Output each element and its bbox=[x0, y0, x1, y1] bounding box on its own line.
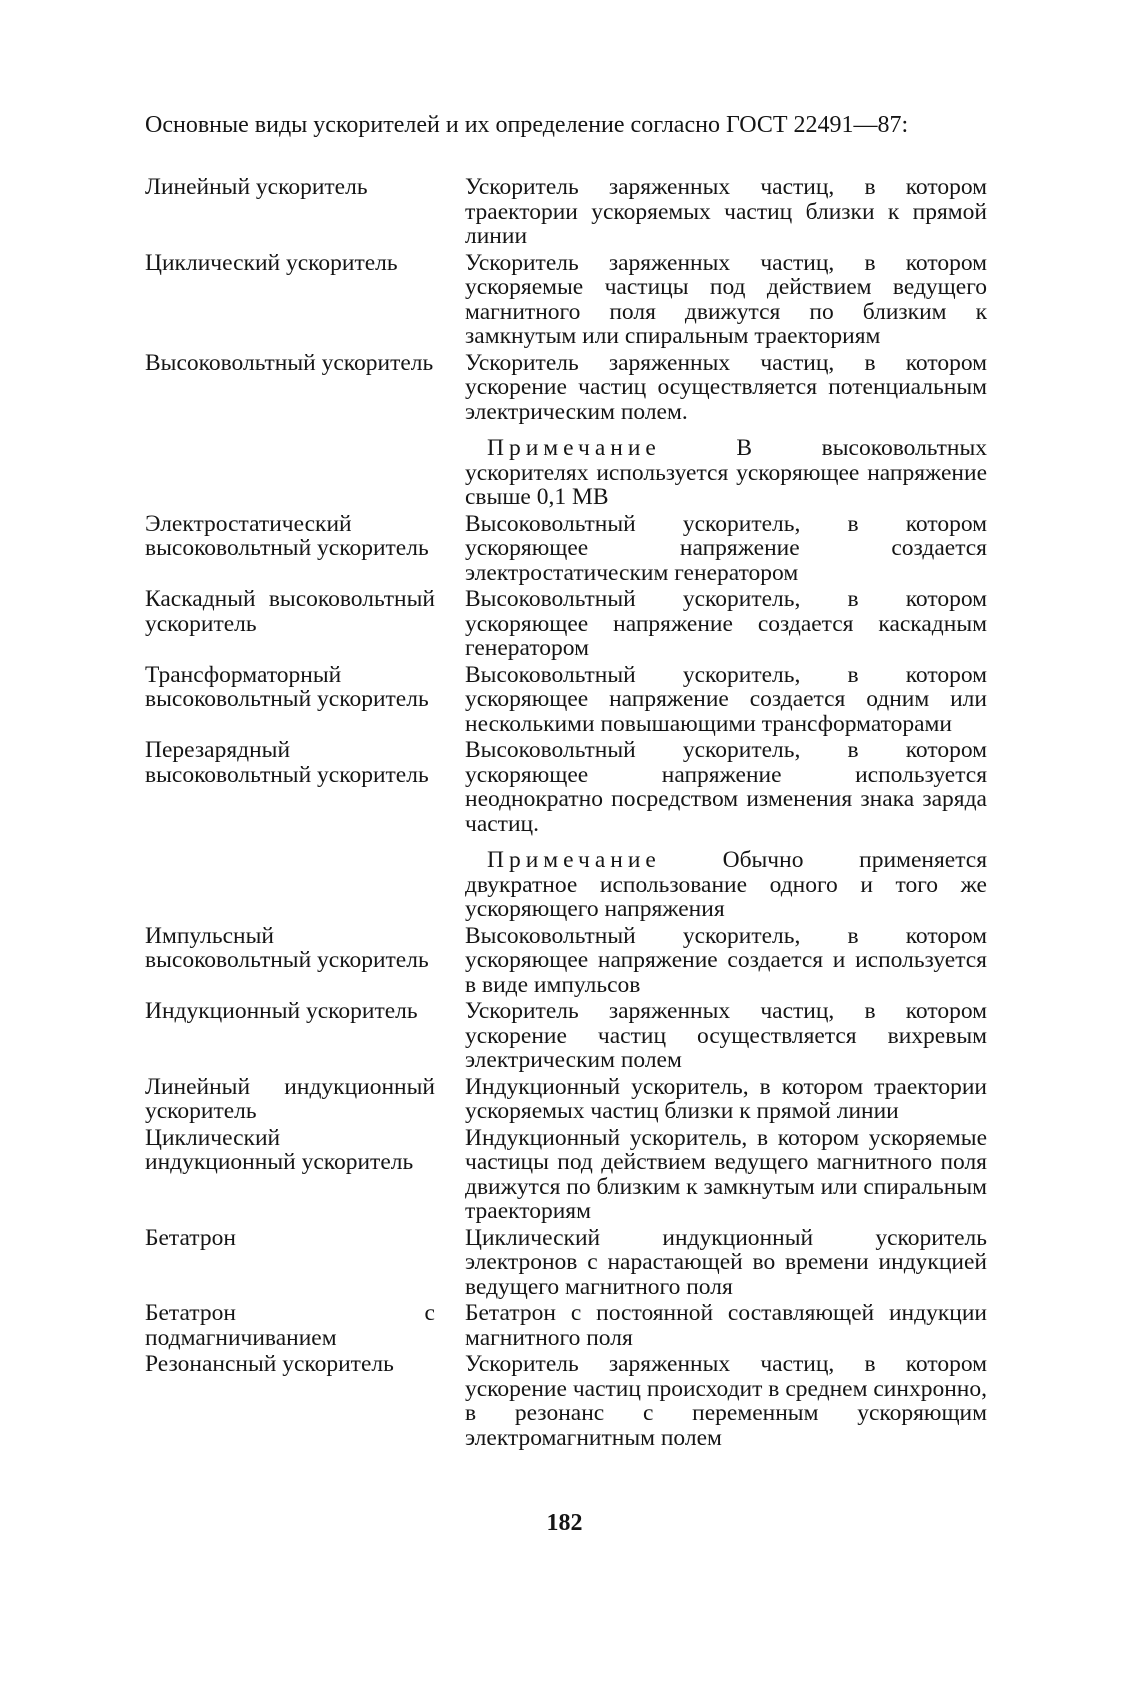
definition-entry bbox=[145, 1126, 987, 1224]
definition: Ускоритель заряженных частиц, в котором ускорение частиц осуществляется вихревым электрическим полем bbox=[465, 998, 987, 1073]
note-label: Примечание bbox=[487, 847, 661, 873]
note-label: Примечание bbox=[487, 435, 661, 461]
definition: Индукционный ускоритель, в котором траектории ускоряемых частиц близки к прямой линии bbox=[465, 1073, 987, 1124]
definition-entry bbox=[145, 738, 987, 922]
definition: Индукционный ускоритель, в котором ускоряемые частицы под действием ведущего магнитного поля движутся по близким к замкнутым или спиральным траекториям bbox=[465, 1124, 988, 1224]
term: Бетатрон bbox=[145, 1224, 236, 1251]
term: Циклический индукционный ускоритель bbox=[145, 1124, 414, 1175]
definition-entry bbox=[145, 1301, 987, 1350]
term: Резонансный ускоритель bbox=[145, 1351, 394, 1377]
term: Бетатрон с подмагничиванием bbox=[145, 1300, 435, 1351]
definitions-list bbox=[145, 175, 987, 1452]
term: Каскадный высоковольтный ускоритель bbox=[145, 586, 435, 637]
definition-entry bbox=[145, 1352, 987, 1450]
note-text: В высоковольтных ускорителях используется ускоряющее напряжение свыше 0,1 МВ bbox=[465, 435, 987, 510]
definition: Высоковольтный ускоритель, в котором ускоряющее напряжение используется неоднократно посредством изменения знака заряда частиц. bbox=[465, 737, 987, 837]
term: Импульсный высоковольтный ускоритель bbox=[145, 922, 429, 973]
definition-entry bbox=[145, 663, 987, 737]
definition: Высоковольтный ускоритель, в котором ускоряющее напряжение создается и используется в виде импульсов bbox=[465, 922, 987, 998]
definition: Ускоритель заряженных частиц, в котором ускорение частиц происходит в среднем синхронно, в резонанс с переменным ускоряющим электромагнитным полем bbox=[465, 1351, 987, 1451]
definition: Высоковольтный ускоритель, в котором ускоряющее напряжение создается одним или несколькими повышающими трансформаторами bbox=[465, 661, 987, 737]
definition: Циклический индукционный ускоритель электронов с нарастающей во времени индукцией ведущего магнитного поля bbox=[465, 1224, 987, 1300]
definition-entry bbox=[145, 1226, 987, 1300]
note bbox=[465, 848, 987, 922]
definition-with-note bbox=[465, 351, 987, 510]
term: Линейный индукционный ускоритель bbox=[145, 1073, 435, 1124]
term: Электростатический высоковольтный ускоритель bbox=[145, 510, 429, 561]
term: Высоковольтный ускоритель bbox=[145, 349, 434, 376]
definition: Ускоритель заряженных частиц, в котором ускорение частиц осуществляется потенциальным электрическим полем. bbox=[465, 349, 987, 425]
term: Индукционный ускоритель bbox=[145, 998, 418, 1024]
term: Перезарядный высоковольтный ускоритель bbox=[145, 737, 429, 788]
definition: Ускоритель заряженных частиц, в котором траектории ускоряемых частиц близки к прямой линии bbox=[465, 174, 987, 249]
term: Трансформаторный высоковольтный ускоритель bbox=[145, 661, 429, 712]
definition-entry bbox=[145, 1075, 987, 1124]
definition-entry bbox=[145, 251, 987, 349]
definition: Бетатрон с постоянной составляющей индукции магнитного поля bbox=[465, 1300, 987, 1351]
definition-entry bbox=[145, 512, 987, 586]
term: Линейный ускоритель bbox=[145, 174, 368, 200]
definition: Высоковольтный ускоритель, в котором ускоряющее напряжение создается каскадным генератором bbox=[465, 586, 987, 661]
definition: Высоковольтный ускоритель, в котором ускоряющее напряжение создается электростатическим генератором bbox=[465, 510, 987, 586]
definition-entry bbox=[145, 924, 987, 998]
term: Циклический ускоритель bbox=[145, 249, 398, 276]
note-text: Обычно применяется двукратное использование одного и того же ускоряющего напряжения bbox=[465, 847, 987, 922]
intro-paragraph: Основные виды ускорителей и их определение согласно ГОСТ 22491—87: bbox=[145, 112, 909, 138]
definition-with-note bbox=[465, 738, 987, 922]
definition-entry bbox=[145, 351, 987, 510]
definition-entry bbox=[145, 999, 987, 1073]
definition-entry bbox=[145, 175, 987, 249]
page-number: 182 bbox=[546, 1510, 583, 1536]
note bbox=[465, 436, 987, 510]
definition: Ускоритель заряженных частиц, в котором ускоряемые частицы под действием ведущего магнитного поля движутся по близким к замкнутым или спиральным траекториям bbox=[465, 249, 987, 349]
definition-entry bbox=[145, 587, 987, 661]
